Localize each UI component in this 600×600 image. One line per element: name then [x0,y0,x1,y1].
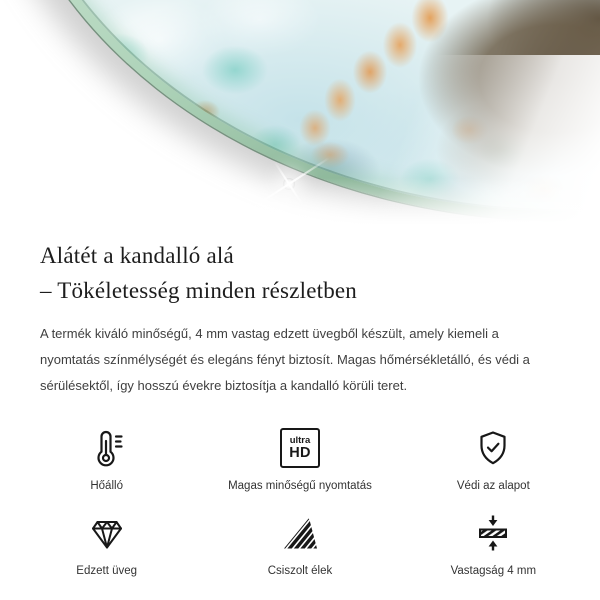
feature-grid [10,425,590,577]
feature-label: Magas minőségű nyomtatás [228,480,372,492]
feature-label: Edzett üveg [76,565,138,577]
diamond-icon [87,510,127,556]
product-description-text: A termék kiváló minőségű, 4 mm vastag edzett üvegből készült, amely kiemeli a nyomtatás színmélységét és elegáns fényt biztosít. Magas hőmérsékletálló, és védi a sérülésektől, így hosszú évekre biztosítja a kandalló körüli teret. [40,326,530,393]
feature-label: Védi az alapot [456,480,530,492]
feature-protects-base [397,425,590,492]
feature-thickness-4mm [397,510,590,577]
ultra-hd-badge-icon [280,425,320,471]
feature-heat-resistant [10,425,203,492]
ultra-hd-badge-bottom-text: HD [289,444,311,461]
feature-label: Vastagság 4 mm [450,565,537,577]
thermometer-icon [87,425,127,471]
photo-fade-bottom [0,178,600,230]
page-title-line1: Alátét a kandalló alá [40,243,234,268]
polished-edges-icon [280,510,320,556]
feature-high-quality-print [203,425,396,492]
feature-label: Hőálló [90,480,123,492]
feature-label: Csiszolt élek [267,565,333,577]
page-title-line2: – Tökéletesség minden részletben [40,278,358,303]
product-photo [0,0,600,230]
thickness-icon [473,510,513,556]
page-title [40,238,560,308]
ultra-hd-badge-top-text: ultra [289,434,311,446]
shield-check-icon [473,425,513,471]
feature-polished-edges [203,510,396,577]
product-description-section [0,230,600,577]
feature-tempered-glass [10,510,203,577]
